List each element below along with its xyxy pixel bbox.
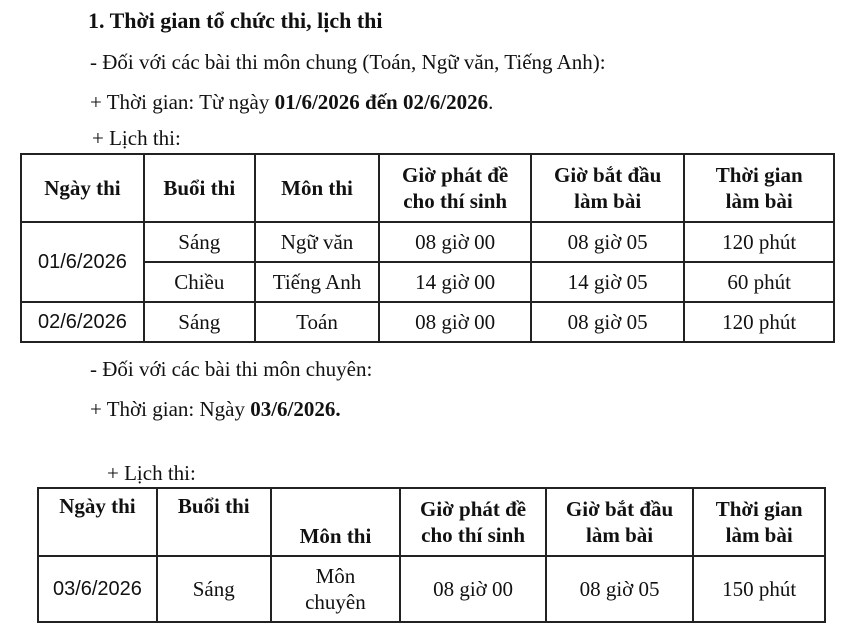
general-schedule-table: [20, 153, 835, 343]
table-header-row: [21, 154, 834, 222]
header-duration: Thời gian làm bài: [684, 154, 834, 222]
header-subject: Môn thi: [255, 154, 380, 222]
table-row: [21, 262, 834, 302]
start-time-cell: 14 giờ 05: [531, 262, 685, 302]
header-session: Buổi thi: [157, 488, 271, 556]
header-paper-time: Giờ phát đề cho thí sinh: [400, 488, 546, 556]
date-cell: 02/6/2026: [21, 302, 144, 342]
duration-cell: 60 phút: [684, 262, 834, 302]
specialized-time-value: 03/6/2026.: [250, 397, 341, 421]
start-time-cell: 08 giờ 05: [531, 302, 685, 342]
paper-time-cell: 14 giờ 00: [379, 262, 531, 302]
specialized-exams-intro: - Đối với các bài thi môn chuyên:: [90, 357, 373, 381]
table-header-row: [38, 488, 825, 556]
specialized-exam-time: [90, 397, 341, 422]
duration-cell: 120 phút: [684, 302, 834, 342]
paper-time-cell: 08 giờ 00: [379, 222, 531, 262]
header-session: Buổi thi: [144, 154, 255, 222]
session-cell: Sáng: [157, 556, 271, 622]
session-cell: Chiều: [144, 262, 255, 302]
header-start-time: Giờ bắt đầu làm bài: [531, 154, 685, 222]
start-time-cell: 08 giờ 05: [531, 222, 685, 262]
paper-time-cell: 08 giờ 00: [379, 302, 531, 342]
header-duration: Thời gian làm bài: [693, 488, 825, 556]
specialized-schedule-label: + Lịch thi:: [107, 461, 196, 485]
header-date: Ngày thi: [38, 488, 157, 556]
session-cell: Sáng: [144, 302, 255, 342]
paper-time-cell: 08 giờ 00: [400, 556, 546, 622]
subject-cell: Môn chuyên: [271, 556, 401, 622]
date-cell: 01/6/2026: [21, 222, 144, 302]
header-paper-time: Giờ phát đề cho thí sinh: [379, 154, 531, 222]
subject-cell: Ngữ văn: [255, 222, 380, 262]
session-cell: Sáng: [144, 222, 255, 262]
general-exam-time: [90, 90, 493, 115]
general-schedule-label: + Lịch thi:: [92, 126, 181, 150]
table-row: [21, 222, 834, 262]
start-time-cell: 08 giờ 05: [546, 556, 694, 622]
date-cell: 03/6/2026: [38, 556, 157, 622]
duration-cell: 150 phút: [693, 556, 825, 622]
general-time-prefix: + Thời gian: Từ ngày: [90, 90, 275, 114]
header-start-time: Giờ bắt đầu làm bài: [546, 488, 694, 556]
section-title: 1. Thời gian tổ chức thi, lịch thi: [88, 8, 383, 33]
general-time-suffix: .: [488, 90, 494, 114]
subject-cell: Tiếng Anh: [255, 262, 380, 302]
table-row: [21, 302, 834, 342]
specialized-schedule-table: [37, 487, 826, 623]
general-exams-intro: - Đối với các bài thi môn chung (Toán, Ngữ văn, Tiếng Anh):: [90, 50, 606, 74]
header-date: Ngày thi: [21, 154, 144, 222]
subject-cell: Toán: [255, 302, 380, 342]
header-subject: Môn thi: [271, 488, 401, 556]
specialized-time-prefix: + Thời gian: Ngày: [90, 397, 251, 421]
table-row: [38, 556, 825, 622]
duration-cell: 120 phút: [684, 222, 834, 262]
general-time-value: 01/6/2026 đến 02/6/2026: [274, 90, 489, 114]
